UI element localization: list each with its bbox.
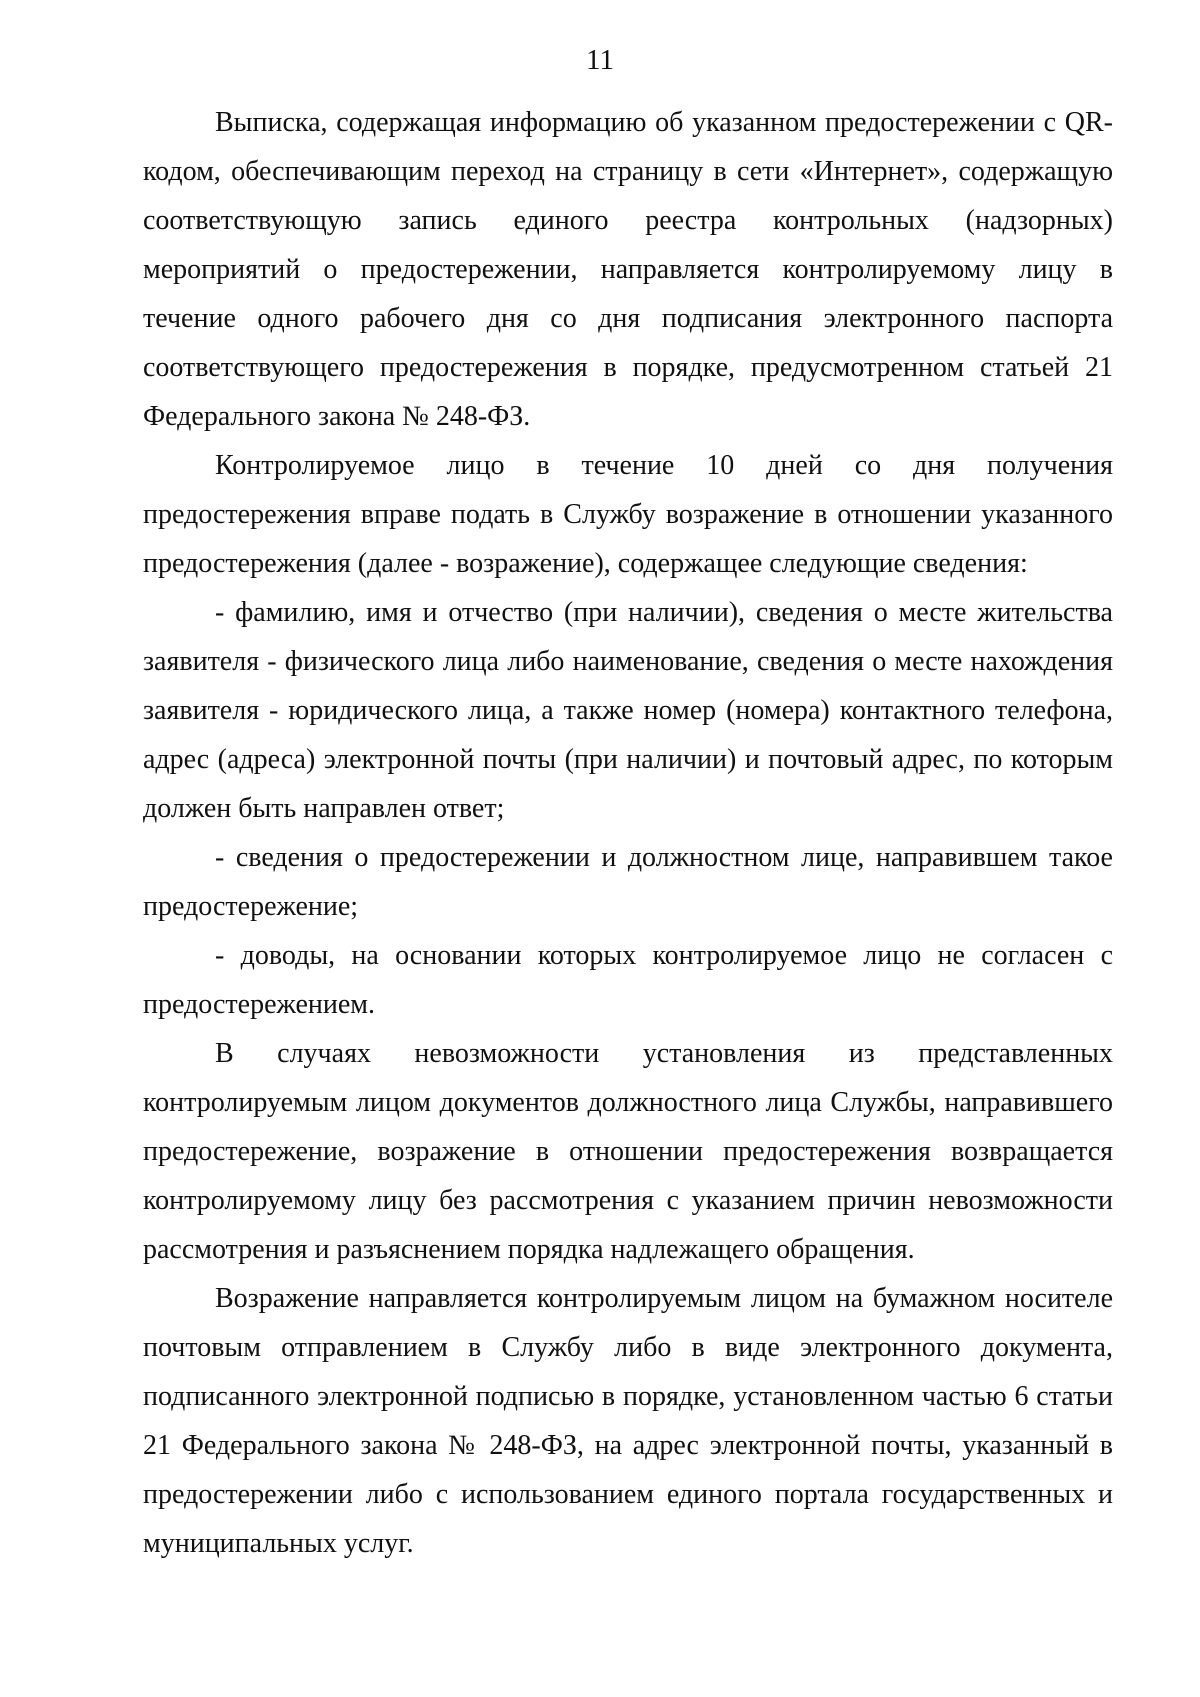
paragraph-submission-method: Возражение направляется контролируемым лицом на бумажном носителе почтовым отправлением в Службу либо в виде электронного документа, подписанного электронной подписью в порядке, установленном частью 6 статьи 21 Федерального закона № 248-ФЗ, на адрес электронной почты, указанный в предостережении либо с использованием единого портала государственных и муниципальных услуг. [143, 1283, 1113, 1559]
list-item-warning-details: - сведения о предостережении и должностном лице, направившем такое предостережение; [143, 842, 1113, 922]
paragraph-return-objection: В случаях невозможности установления из представленных контролируемым лицом документов должностного лица Службы, направившего предостережение, возражение в отношении предостережения возвращается контролируемому лицу без рассмотрения с указанием причин невозможности рассмотрения и разъяснением порядка надлежащего обращения. [143, 1038, 1113, 1265]
list-item-arguments: - доводы, на основании которых контролируемое лицо не согласен с предостережением. [143, 940, 1113, 1020]
page-number: 11 [586, 44, 614, 76]
paragraph-extract-qr: Выписка, содержащая информацию об указанном предостережении с QR-кодом, обеспечивающим переход на страницу в сети «Интернет», содержащую соответствующую запись единого реестра контрольных (надзорных) мероприятий о предостережении, направляется контролируемому лицу в течение одного рабочего дня со дня подписания электронного паспорта соответствующего предостережения в порядке, предусмотренном статьей 21 Федерального закона № 248-ФЗ. [143, 107, 1113, 432]
paragraph-objection-right: Контролируемое лицо в течение 10 дней со дня получения предостережения вправе подать в Службу возражение в отношении указанного предостережения (далее - возражение), содержащее следующие сведения: [143, 450, 1113, 579]
list-item-applicant-details: - фамилию, имя и отчество (при наличии), сведения о месте жительства заявителя - физического лица либо наименование, сведения о месте нахождения заявителя - юридического лица, а также номер (номера) контактного телефона, адрес (адреса) электронной почты (при наличии) и почтовый адрес, по которым должен быть направлен ответ; [143, 597, 1113, 824]
document-body [143, 98, 1113, 1568]
